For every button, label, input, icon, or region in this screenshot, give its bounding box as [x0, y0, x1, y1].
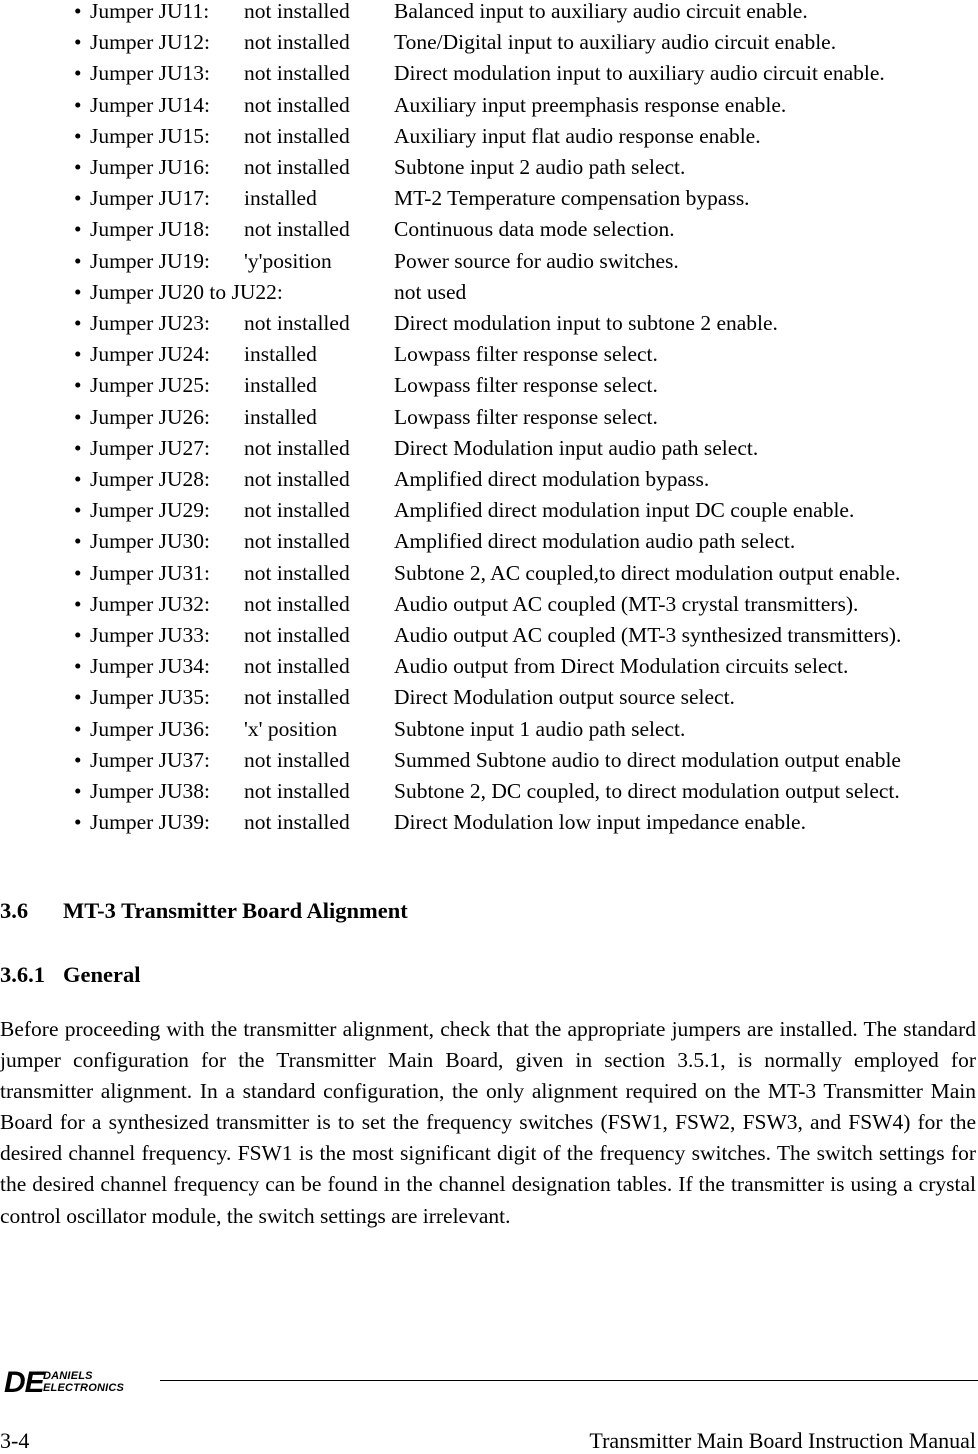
jumper-setting: not installed	[244, 435, 350, 460]
bullet: •	[74, 560, 82, 585]
jumper-setting: not installed	[244, 810, 350, 835]
jumper-setting: not installed	[244, 123, 350, 148]
jumper-name: Jumper JU29:	[90, 498, 211, 523]
jumper-description: Direct modulation input to auxiliary audio circuit enable.	[394, 61, 885, 86]
jumper-description: Lowpass filter response select.	[394, 404, 658, 429]
jumper-name: Jumper JU19:	[90, 248, 211, 273]
jumper-description: Lowpass filter response select.	[394, 373, 658, 398]
jumper-name: Jumper JU20 to JU22:	[90, 279, 283, 304]
bullet: •	[74, 92, 82, 117]
jumper-setting: not installed	[244, 92, 350, 117]
jumper-setting: not installed	[244, 498, 350, 523]
jumper-name: Jumper JU15:	[90, 123, 211, 148]
jumper-description: Auxiliary input flat audio response enable.	[394, 123, 761, 148]
jumper-name: Jumper JU27:	[90, 435, 211, 460]
jumper-name: Jumper JU39:	[90, 810, 211, 835]
jumper-name: Jumper JU30:	[90, 529, 211, 554]
jumper-name: Jumper JU38:	[90, 779, 211, 803]
jumper-setting: not installed	[244, 61, 350, 86]
jumper-name: Jumper JU37:	[90, 747, 211, 772]
jumper-name: Jumper JU24:	[90, 342, 211, 367]
jumper-setting: installed	[244, 404, 317, 429]
bullet: •	[74, 498, 82, 523]
jumper-setting: not installed	[244, 0, 350, 23]
jumper-name: Jumper JU28:	[90, 467, 211, 491]
bullet: •	[74, 467, 82, 491]
jumper-name: Jumper JU16:	[90, 155, 211, 179]
jumper-description: Power source for audio switches.	[394, 248, 679, 273]
logo-line-1: DANIELS	[43, 1370, 93, 1382]
bullet: •	[74, 217, 82, 242]
jumper-name: Jumper JU25:	[90, 373, 211, 398]
jumper-description: Direct Modulation low input impedance enable.	[394, 810, 806, 835]
jumper-setting: installed	[244, 186, 317, 211]
jumper-setting: not installed	[244, 217, 350, 242]
jumper-setting: not installed	[244, 779, 350, 803]
bullet: •	[74, 685, 82, 710]
jumper-name: Jumper JU18:	[90, 217, 211, 242]
jumper-setting: not installed	[244, 654, 350, 679]
jumper-description: Subtone 2, DC coupled, to direct modulation output select.	[394, 779, 900, 803]
jumper-name: Jumper JU12:	[90, 30, 211, 55]
bullet: •	[74, 311, 82, 335]
jumper-description: Direct Modulation input audio path select.	[394, 435, 759, 460]
subsection-title: General	[63, 962, 141, 987]
footer-divider	[160, 1380, 978, 1381]
jumper-description: not used	[394, 279, 467, 304]
jumper-description: Subtone input 1 audio path select.	[394, 716, 686, 741]
jumper-setting: not installed	[244, 311, 350, 335]
bullet: •	[74, 404, 82, 429]
manual-title: Transmitter Main Board Instruction Manual	[589, 1428, 976, 1453]
jumper-description: Balanced input to auxiliary audio circuit enable.	[394, 0, 808, 23]
bullet: •	[74, 529, 82, 554]
bullet: •	[74, 61, 82, 86]
bullet: •	[74, 123, 82, 148]
jumper-description: Subtone input 2 audio path select.	[394, 155, 686, 179]
jumper-description: Amplified direct modulation audio path select.	[394, 529, 796, 554]
bullet: •	[74, 0, 82, 23]
jumper-description: MT-2 Temperature compensation bypass.	[394, 186, 750, 211]
bullet: •	[74, 435, 82, 460]
jumper-setting: not installed	[244, 30, 350, 55]
subsection-number: 3.6.1	[0, 962, 45, 987]
jumper-setting: 'y'position	[244, 248, 332, 273]
page-number: 3-4	[0, 1428, 30, 1453]
jumper-description: Auxiliary input preemphasis response enable.	[394, 92, 787, 117]
jumper-name: Jumper JU34:	[90, 654, 211, 679]
bullet: •	[74, 591, 82, 616]
bullet: •	[74, 747, 82, 772]
jumper-description: Audio output AC coupled (MT-3 synthesized transmitters).	[394, 623, 902, 647]
bullet: •	[74, 373, 82, 398]
jumper-name: Jumper JU17:	[90, 186, 211, 211]
logo-line-2: ELECTRONICS	[43, 1382, 125, 1394]
jumper-description: Lowpass filter response select.	[394, 342, 658, 367]
jumper-description: Continuous data mode selection.	[394, 217, 675, 242]
bullet: •	[74, 342, 82, 367]
jumper-description: Direct Modulation output source select.	[394, 685, 735, 710]
bullet: •	[74, 279, 82, 304]
bullet: •	[74, 779, 82, 803]
jumper-description: Amplified direct modulation bypass.	[394, 467, 710, 491]
bullet: •	[74, 30, 82, 55]
jumper-name: Jumper JU11:	[90, 0, 210, 23]
jumper-setting: installed	[244, 373, 317, 398]
jumper-setting: not installed	[244, 685, 350, 710]
bullet: •	[74, 810, 82, 835]
jumper-name: Jumper JU23:	[90, 311, 211, 335]
jumper-name: Jumper JU33:	[90, 623, 211, 647]
jumper-description: Direct modulation input to subtone 2 enable.	[394, 311, 778, 335]
bullet: •	[74, 155, 82, 179]
jumper-name: Jumper JU14:	[90, 92, 211, 117]
jumper-setting: not installed	[244, 623, 350, 647]
jumper-setting: 'x' position	[244, 716, 338, 741]
jumper-name: Jumper JU35:	[90, 685, 211, 710]
bullet: •	[74, 716, 82, 741]
logo-mark: DE	[4, 1366, 44, 1399]
jumper-name: Jumper JU26:	[90, 404, 211, 429]
jumper-name: Jumper JU13:	[90, 61, 211, 86]
jumper-setting: not installed	[244, 747, 350, 772]
jumper-name: Jumper JU31:	[90, 560, 211, 585]
jumper-description: Audio output from Direct Modulation circuits select.	[394, 654, 849, 679]
body-paragraph: Before proceeding with the transmitter alignment, check that the appropriate jumpers are installed. The standard jumper configuration for the Transmitter Main Board, given in section 3.5.1, is normally employed for transmitter alignment. In a standard configuration, the only alignment required on the MT-3 Transmitter Main Board for a synthesized transmitter is to set the frequency switches (FSW1, FSW2, FSW3, and FSW4) for the desired channel frequency. FSW1 is the most significant digit of the frequency switches. The switch settings for the desired channel frequency can be found in the channel designation tables. If the transmitter is using a crystal control oscillator module, the switch settings are irrelevant.	[0, 1017, 976, 1228]
jumper-setting: not installed	[244, 591, 350, 616]
section-number: 3.6	[0, 898, 29, 923]
section-title: MT-3 Transmitter Board Alignment	[63, 898, 408, 923]
bullet: •	[74, 654, 82, 679]
jumper-setting: installed	[244, 342, 317, 367]
jumper-name: Jumper JU36:	[90, 716, 211, 741]
bullet: •	[74, 248, 82, 273]
jumper-description: Tone/Digital input to auxiliary audio circuit enable.	[394, 30, 837, 55]
jumper-description: Audio output AC coupled (MT-3 crystal transmitters).	[394, 591, 859, 616]
daniels-electronics-logo	[0, 1364, 150, 1400]
jumper-name: Jumper JU32:	[90, 591, 211, 616]
jumper-setting: not installed	[244, 560, 350, 585]
jumper-description: Amplified direct modulation input DC couple enable.	[394, 498, 855, 523]
bullet: •	[74, 623, 82, 647]
bullet: •	[74, 186, 82, 211]
jumper-description: Summed Subtone audio to direct modulation output enable	[394, 747, 901, 772]
jumper-description: Subtone 2, AC coupled,to direct modulation output enable.	[394, 560, 901, 585]
jumper-setting: not installed	[244, 529, 350, 554]
jumper-setting: not installed	[244, 155, 350, 179]
jumper-setting: not installed	[244, 467, 350, 491]
